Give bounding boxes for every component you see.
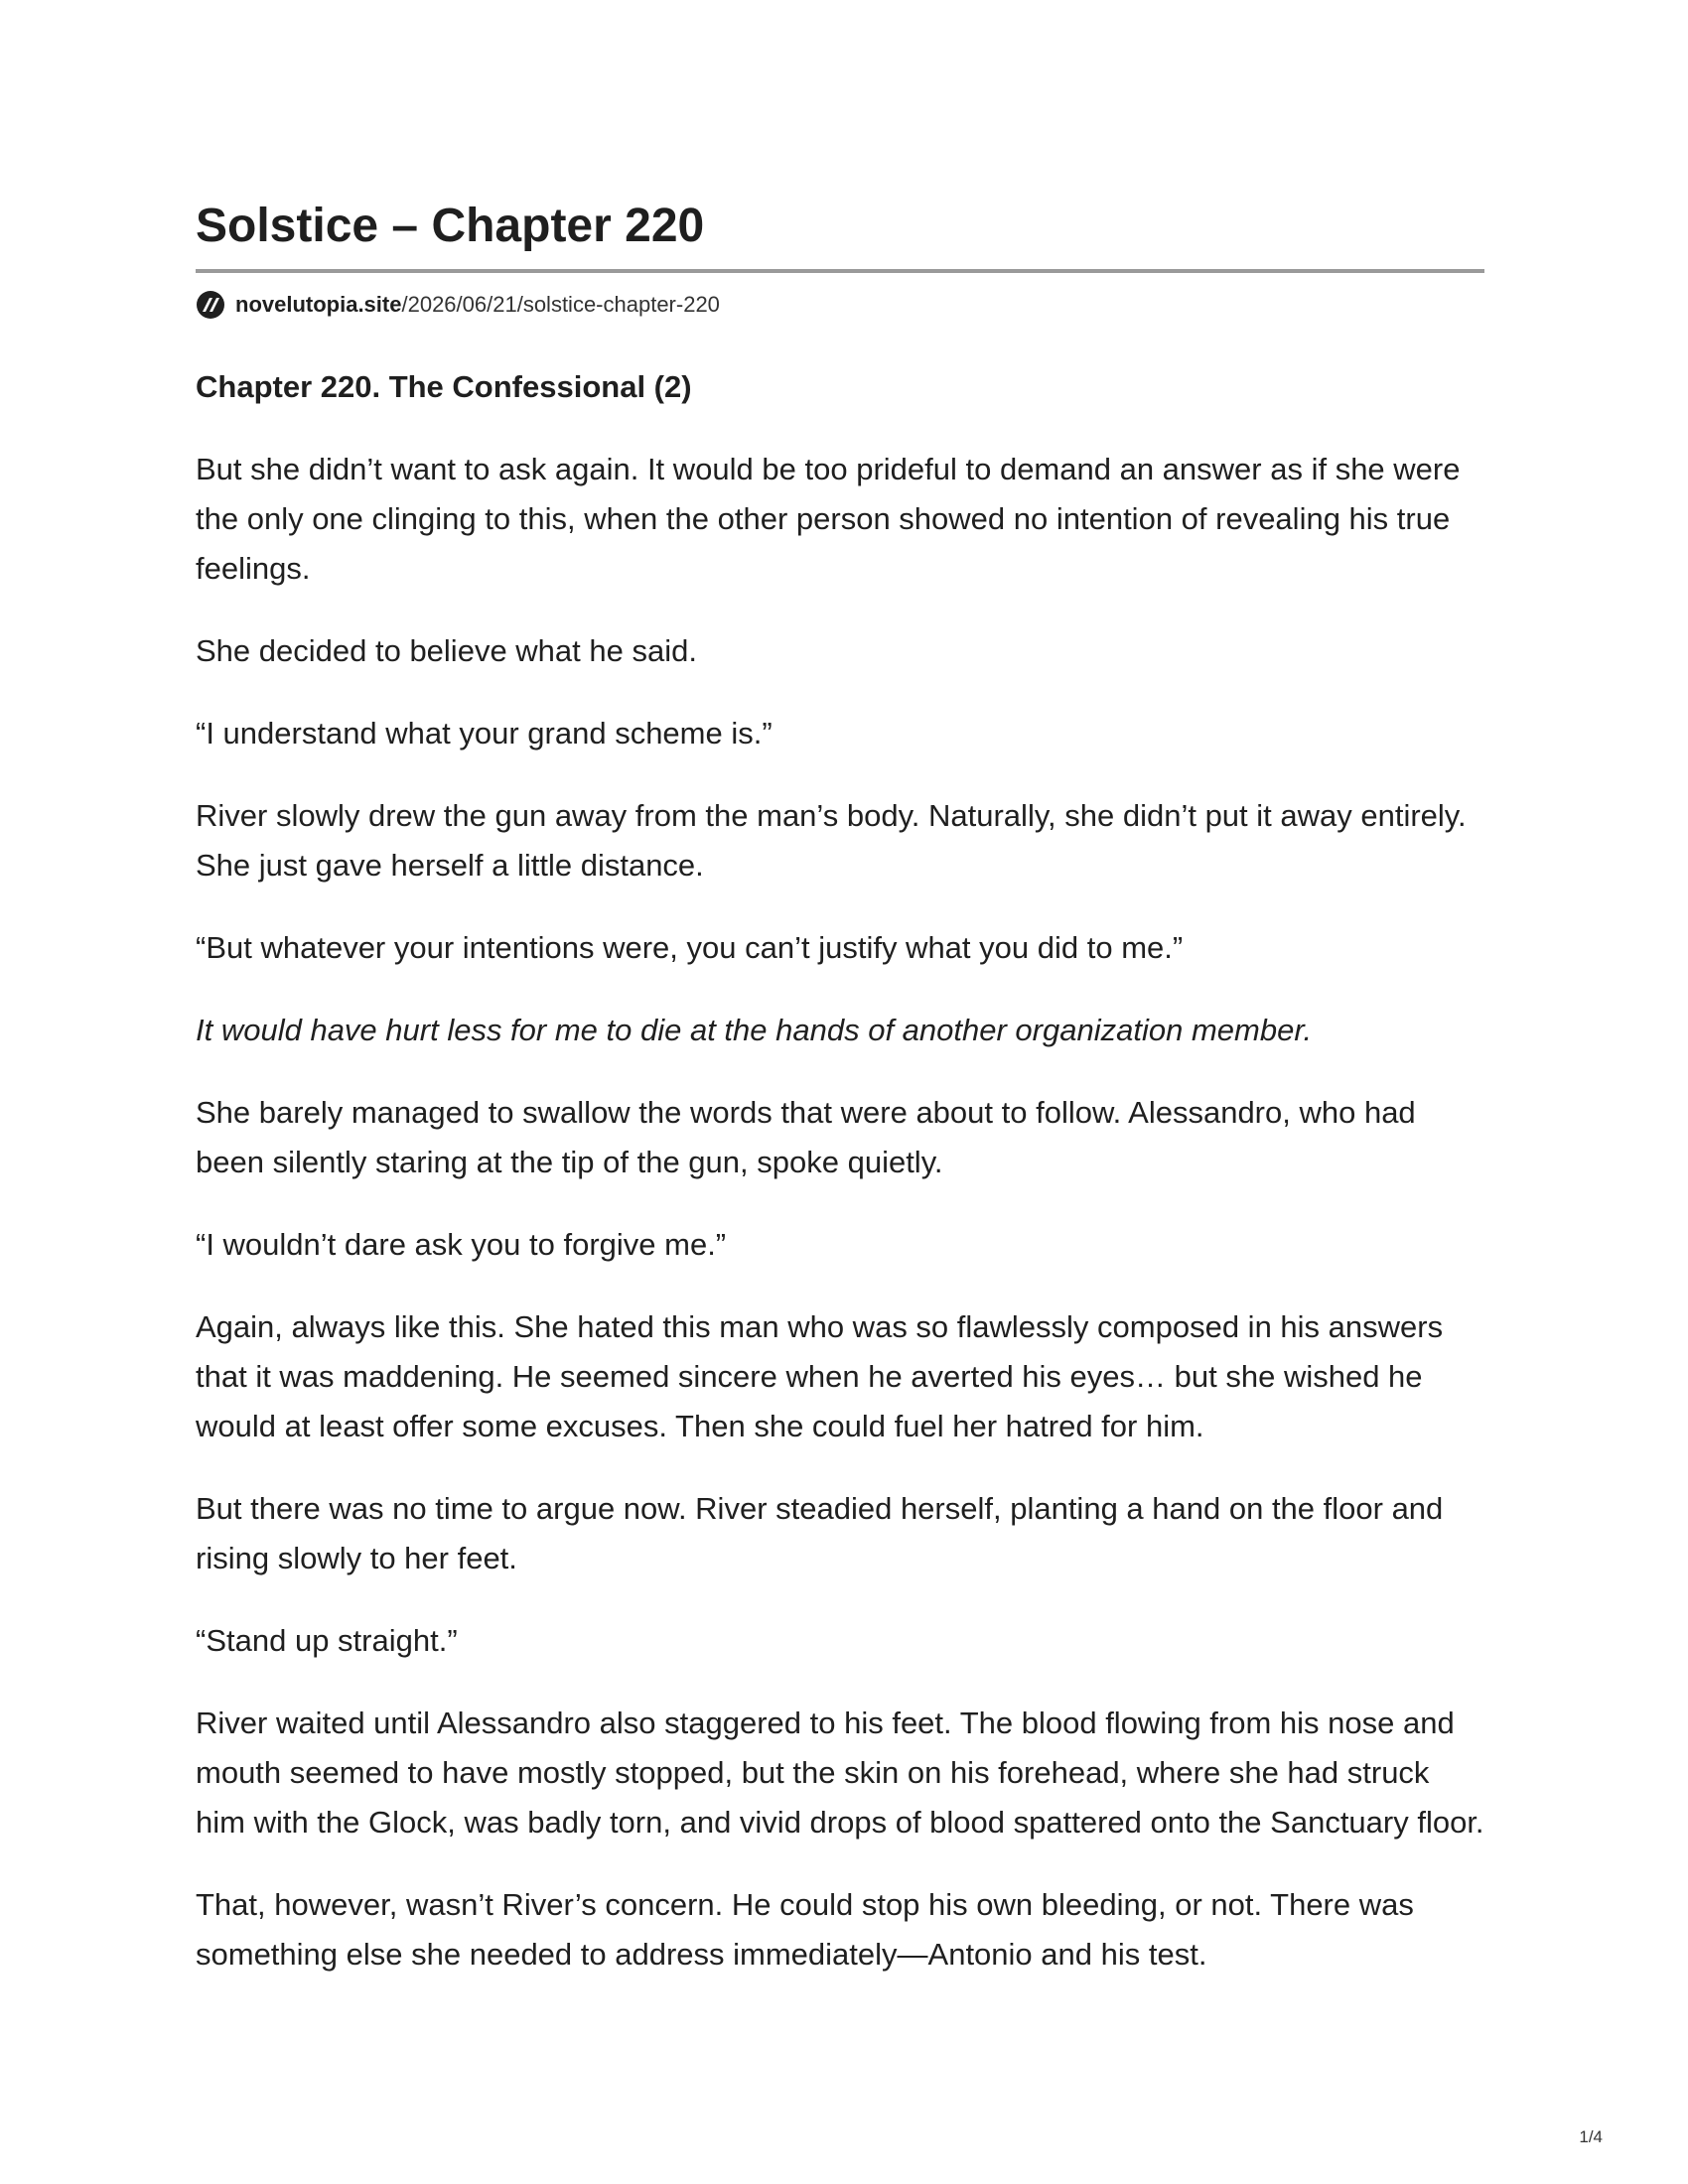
paragraph: Again, always like this. She hated this man who was so flawlessly composed in his answers that it was maddening. He seemed sincere when he averted his eyes… but she wished he would at least offer some excuses. Then she could fuel her hatred for him. xyxy=(196,1309,1444,1443)
paragraph: But there was no time to argue now. River steadied herself, planting a hand on the floor and rising slowly to her feet. xyxy=(196,1491,1444,1575)
site-logo-icon xyxy=(196,290,225,320)
paragraph: “Stand up straight.” xyxy=(196,1623,458,1658)
paragraph: River waited until Alessandro also staggered to his feet. The blood flowing from his nose and mouth seemed to have mostly stopped, but the skin on his forehead, where she had struck him with the Glock, was badly torn, and vivid drops of blood spattered onto the Sanctuary floor. xyxy=(196,1706,1484,1840)
paragraph: She decided to believe what he said. xyxy=(196,633,697,668)
source-path[interactable]: /2026/06/21/solstice-chapter-220 xyxy=(401,292,720,317)
paragraph: “But whatever your intentions were, you can’t justify what you did to me.” xyxy=(196,930,1184,965)
page-title: Solstice – Chapter 220 xyxy=(196,200,705,252)
source-domain[interactable]: novelutopia.site xyxy=(235,292,402,317)
paragraph: That, however, wasn’t River’s concern. He could stop his own bleeding, or not. There was something else she needed to address immediately—Antonio and his test. xyxy=(196,1887,1414,1972)
title-divider xyxy=(196,269,1484,273)
paragraph: But she didn’t want to ask again. It would be too prideful to demand an answer as if she were the only one clinging to this, when the other person showed no intention of revealing his true feelings. xyxy=(196,452,1461,586)
document-page xyxy=(196,194,1484,2012)
paragraph: “I wouldn’t dare ask you to forgive me.” xyxy=(196,1227,727,1262)
page-number: 1/4 xyxy=(1579,2127,1603,2146)
source-line xyxy=(196,290,1484,320)
chapter-body xyxy=(196,362,1484,1979)
paragraph: It would have hurt less for me to die at the hands of another organization member. xyxy=(196,1013,1313,1047)
paragraph: She barely managed to swallow the words that were about to follow. Alessandro, who had been silently staring at the tip of the gun, spoke quietly. xyxy=(196,1095,1416,1179)
paragraph: “I understand what your grand scheme is.” xyxy=(196,716,773,751)
paragraph: River slowly drew the gun away from the man’s body. Naturally, she didn’t put it away entirely. She just gave herself a little distance. xyxy=(196,798,1467,883)
chapter-heading: Chapter 220. The Confessional (2) xyxy=(196,369,692,404)
